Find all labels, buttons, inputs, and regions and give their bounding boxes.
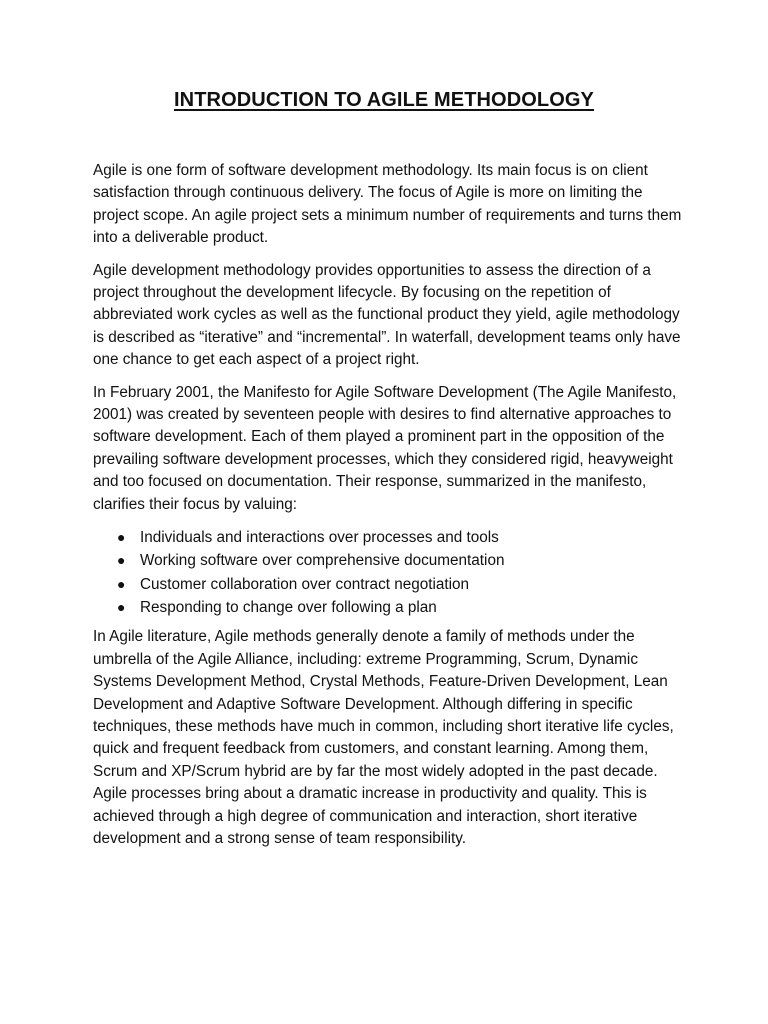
manifesto-values-list — [93, 526, 683, 619]
list-item — [93, 526, 683, 549]
list-item-text: Working software over comprehensive documentation — [140, 552, 505, 570]
list-item-text: Individuals and interactions over processes and tools — [140, 529, 499, 547]
page-title: INTRODUCTION TO AGILE METHODOLOGY — [174, 89, 594, 111]
list-item — [93, 573, 683, 596]
paragraph-agile-literature: In Agile literature, Agile methods generally denote a family of methods under the umbrella of the Agile Alliance, including: extreme Programming, Scrum, Dynamic Systems Development Method, Crystal Methods, Feature-Driven Development, Lean Development and Adaptive Software Development. Although differing in specific techniques, these methods have much in common, including short iterative life cycles, quick and frequent feedback from customers, and constant learning. Among them, Scrum and XP/Scrum hybrid are by far the most widely adopted in the past decade. Agile processes bring about a dramatic increase in productivity and quality. This is achieved through a high degree of communication and interaction, short iterative development and a strong sense of team responsibility. — [93, 628, 674, 847]
paragraph-manifesto: In February 2001, the Manifesto for Agile Software Development (The Agile Manifesto, 2001) was created by seventeen people with desires to find alternative approaches to software development. Each of them played a prominent part in the opposition of the prevailing software development processes, which they considered rigid, heavyweight and too focused on documentation. Their response, summarized in the manifesto, clarifies their focus by valuing: — [93, 383, 677, 513]
bullet-icon: ● — [117, 529, 126, 546]
bullet-icon: ● — [117, 552, 126, 569]
bullet-icon: ● — [117, 598, 126, 615]
bullet-icon: ● — [117, 575, 126, 592]
list-item-text: Customer collaboration over contract negotiation — [140, 575, 470, 593]
document-body — [93, 160, 683, 860]
list-item — [93, 596, 683, 619]
list-item-text: Responding to change over following a plan — [140, 598, 437, 616]
paragraph-methodology: Agile development methodology provides opportunities to assess the direction of a project throughout the development lifecycle. By focusing on the repetition of abbreviated work cycles as well as the functional product they yield, agile methodology is described as “iterative” and “incremental”. In waterfall, development teams only have one chance to get each aspect of a project right. — [93, 261, 681, 369]
paragraph-intro: Agile is one form of software development methodology. Its main focus is on client satisfaction through continuous delivery. The focus of Agile is more on limiting the project scope. An agile project sets a minimum number of requirements and turns them into a deliverable product. — [93, 162, 682, 247]
list-item — [93, 549, 683, 572]
